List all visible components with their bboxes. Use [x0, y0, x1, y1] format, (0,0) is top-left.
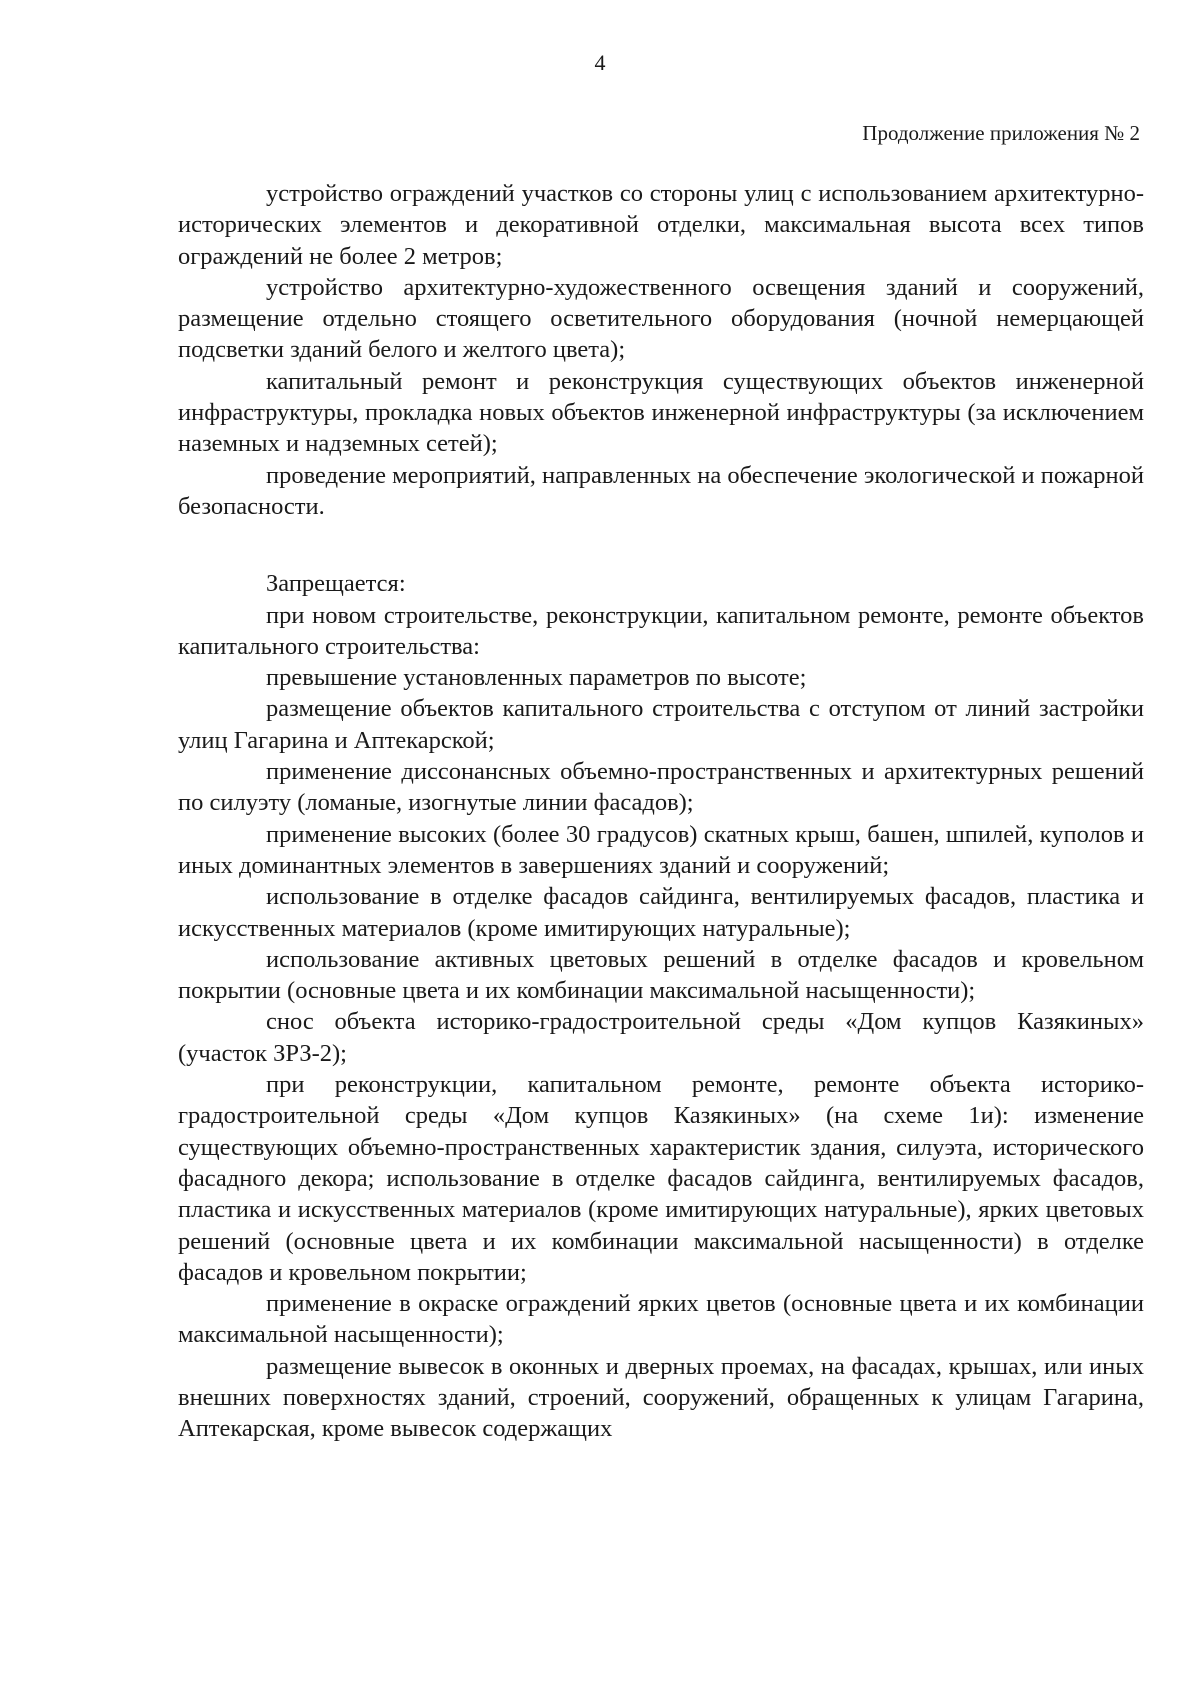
- paragraph: применение в окраске ограждений ярких цветов (основные цвета и их комбинации максимальной насыщенности);: [178, 1290, 1144, 1349]
- paragraph: размещение вывесок в оконных и дверных проемах, на фасадах, крышах, или иных внешних поверхностях зданий, строений, сооружений, обращенных к улицам Гагарина, Аптекарская, кроме вывесок содержащих: [178, 1352, 1144, 1443]
- paragraph: превышение установленных параметров по высоте;: [266, 664, 807, 692]
- paragraph: применение диссонансных объемно-пространственных и архитектурных решений по силуэту (ломаные, изогнутые линии фасадов);: [178, 758, 1144, 817]
- paragraph: устройство ограждений участков со стороны улиц с использованием архитектурно-исторических элементов и декоративной отделки, максимальная высота всех типов ограждений не более 2 метров;: [178, 180, 1144, 270]
- section-heading-prohibited: Запрещается:: [266, 570, 406, 598]
- paragraph: капитальный ремонт и реконструкция существующих объектов инженерной инфраструктуры, прокладка новых объектов инженерной инфраструктуры (за исключением наземных и надземных сетей);: [178, 367, 1144, 458]
- paragraph: снос объекта историко-градостроительной среды «Дом купцов Казякиных» (участок ЗРЗ-2);: [178, 1008, 1144, 1067]
- document-body: [178, 178, 1144, 1445]
- paragraph: при реконструкции, капитальном ремонте, ремонте объекта историко-градостроительной среды «Дом купцов Казякиных» (на схеме 1и): изменение существующих объемно-пространственных характеристик здания, силуэта, исторического фасадного декора; использование в отделке фасадов сайдинга, вентилируемых фасадов, пластика и искусственных материалов (кроме имитирующих натуральные), ярких цветовых решений (основные цвета и их комбинации максимальной насыщенности) в отделке фасадов и кровельном покрытии;: [178, 1071, 1144, 1286]
- paragraph: устройство архитектурно-художественного освещения зданий и сооружений, размещение отдельно стоящего осветительного оборудования (ночной немерцающей подсветки зданий белого и желтого цвета);: [178, 273, 1144, 364]
- paragraph: при новом строительстве, реконструкции, капитальном ремонте, ремонте объектов капитального строительства:: [178, 601, 1144, 660]
- paragraph: размещение объектов капитального строительства с отступом от линий застройки улиц Гагарина и Аптекарской;: [178, 695, 1144, 754]
- appendix-continuation-header: Продолжение приложения № 2: [862, 121, 1140, 145]
- paragraph: использование активных цветовых решений в отделке фасадов и кровельном покрытии (основные цвета и их комбинации максимальной насыщенности);: [178, 945, 1144, 1005]
- paragraph: использование в отделке фасадов сайдинга, вентилируемых фасадов, пластика и искусственных материалов (кроме имитирующих натуральные);: [178, 883, 1144, 942]
- paragraph: применение высоких (более 30 градусов) скатных крыш, башен, шпилей, куполов и иных доминантных элементов в завершениях зданий и сооружений;: [178, 820, 1144, 879]
- page-number: 4: [594, 50, 606, 75]
- paragraph: проведение мероприятий, направленных на обеспечение экологической и пожарной безопасности.: [178, 461, 1144, 520]
